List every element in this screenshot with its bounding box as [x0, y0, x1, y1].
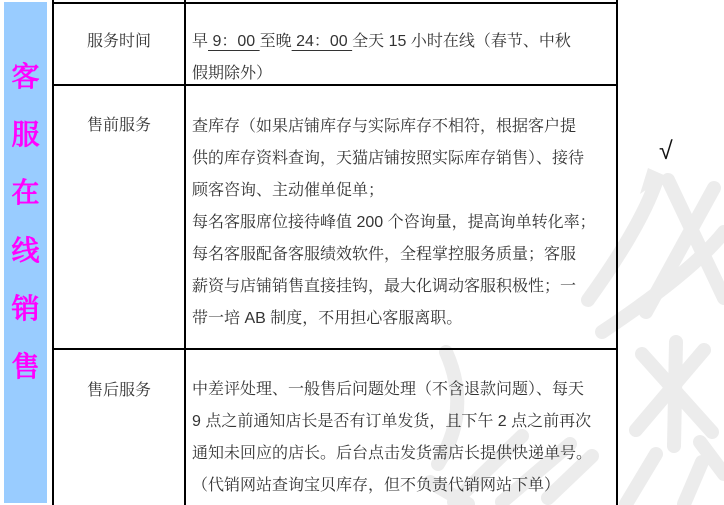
checkmark-icon[interactable]: √ — [659, 137, 673, 165]
text-line: 每名客服配备客服绩效软件，全程掌控服务质量；客服 — [192, 246, 577, 263]
table-border-middle — [184, 0, 186, 505]
table-border-left — [52, 0, 54, 505]
presale-service-cell[interactable] — [192, 111, 616, 335]
text-line: 带一培 AB 制度，不用担心客服离职。 — [192, 310, 463, 327]
table-border-top — [52, 2, 618, 4]
text-line: 每名客服席位接待峰值 200 个咨询量，提高询单转化率； — [192, 214, 596, 231]
service-time-prefix: 早 — [192, 33, 209, 50]
banner-char: 售 — [11, 352, 40, 383]
row-header-service-time[interactable]: 服务时间 — [86, 33, 151, 50]
banner-char: 服 — [11, 120, 40, 151]
text-line: （代销网站查询宝贝库存，但不负责代销网站下单） — [192, 477, 561, 494]
aftersale-service-cell[interactable] — [192, 374, 616, 502]
row-header-aftersale-service[interactable]: 售后服务 — [86, 382, 151, 399]
service-time-suffix: 全天 15 小时在线（春节、中秋 — [352, 33, 571, 50]
text-line — [192, 26, 616, 58]
table-border-right — [616, 0, 618, 505]
banner-char: 客 — [11, 62, 40, 93]
row-header-presale-service[interactable]: 售前服务 — [86, 117, 151, 134]
service-time-middle: 至晚 — [259, 33, 292, 50]
service-time-start: 9：00 — [208, 33, 260, 50]
text-line: 供的库存资料查询，天猫店铺按照实际库存销售）、接待 — [192, 150, 585, 167]
text-line: 薪资与店铺销售直接挂钩，最大化调动客服积极性；一 — [192, 278, 577, 295]
vertical-title-banner[interactable] — [4, 2, 47, 503]
text-line: 顾客咨询、主动催单促单； — [192, 182, 385, 199]
banner-char: 线 — [11, 236, 40, 267]
row-divider — [52, 348, 618, 350]
text-line: 查库存（如果店铺库存与实际库存不相符，根据客户提 — [192, 118, 577, 135]
banner-char: 在 — [11, 178, 40, 209]
service-time-cell[interactable] — [192, 26, 616, 90]
service-time-end: 24：00 — [291, 33, 353, 50]
text-line: 9 点之前通知店长是否有订单发货，且下午 2 点之前再次 — [192, 413, 592, 430]
banner-char: 销 — [11, 294, 40, 325]
text-line: 中差评处理、一般售后问题处理（不含退款问题）、每天 — [192, 381, 585, 398]
text-line: 通知未回应的店长。后台点击发货需店长提供快递单号。 — [192, 445, 593, 462]
text-line: 假期除外） — [192, 65, 273, 82]
